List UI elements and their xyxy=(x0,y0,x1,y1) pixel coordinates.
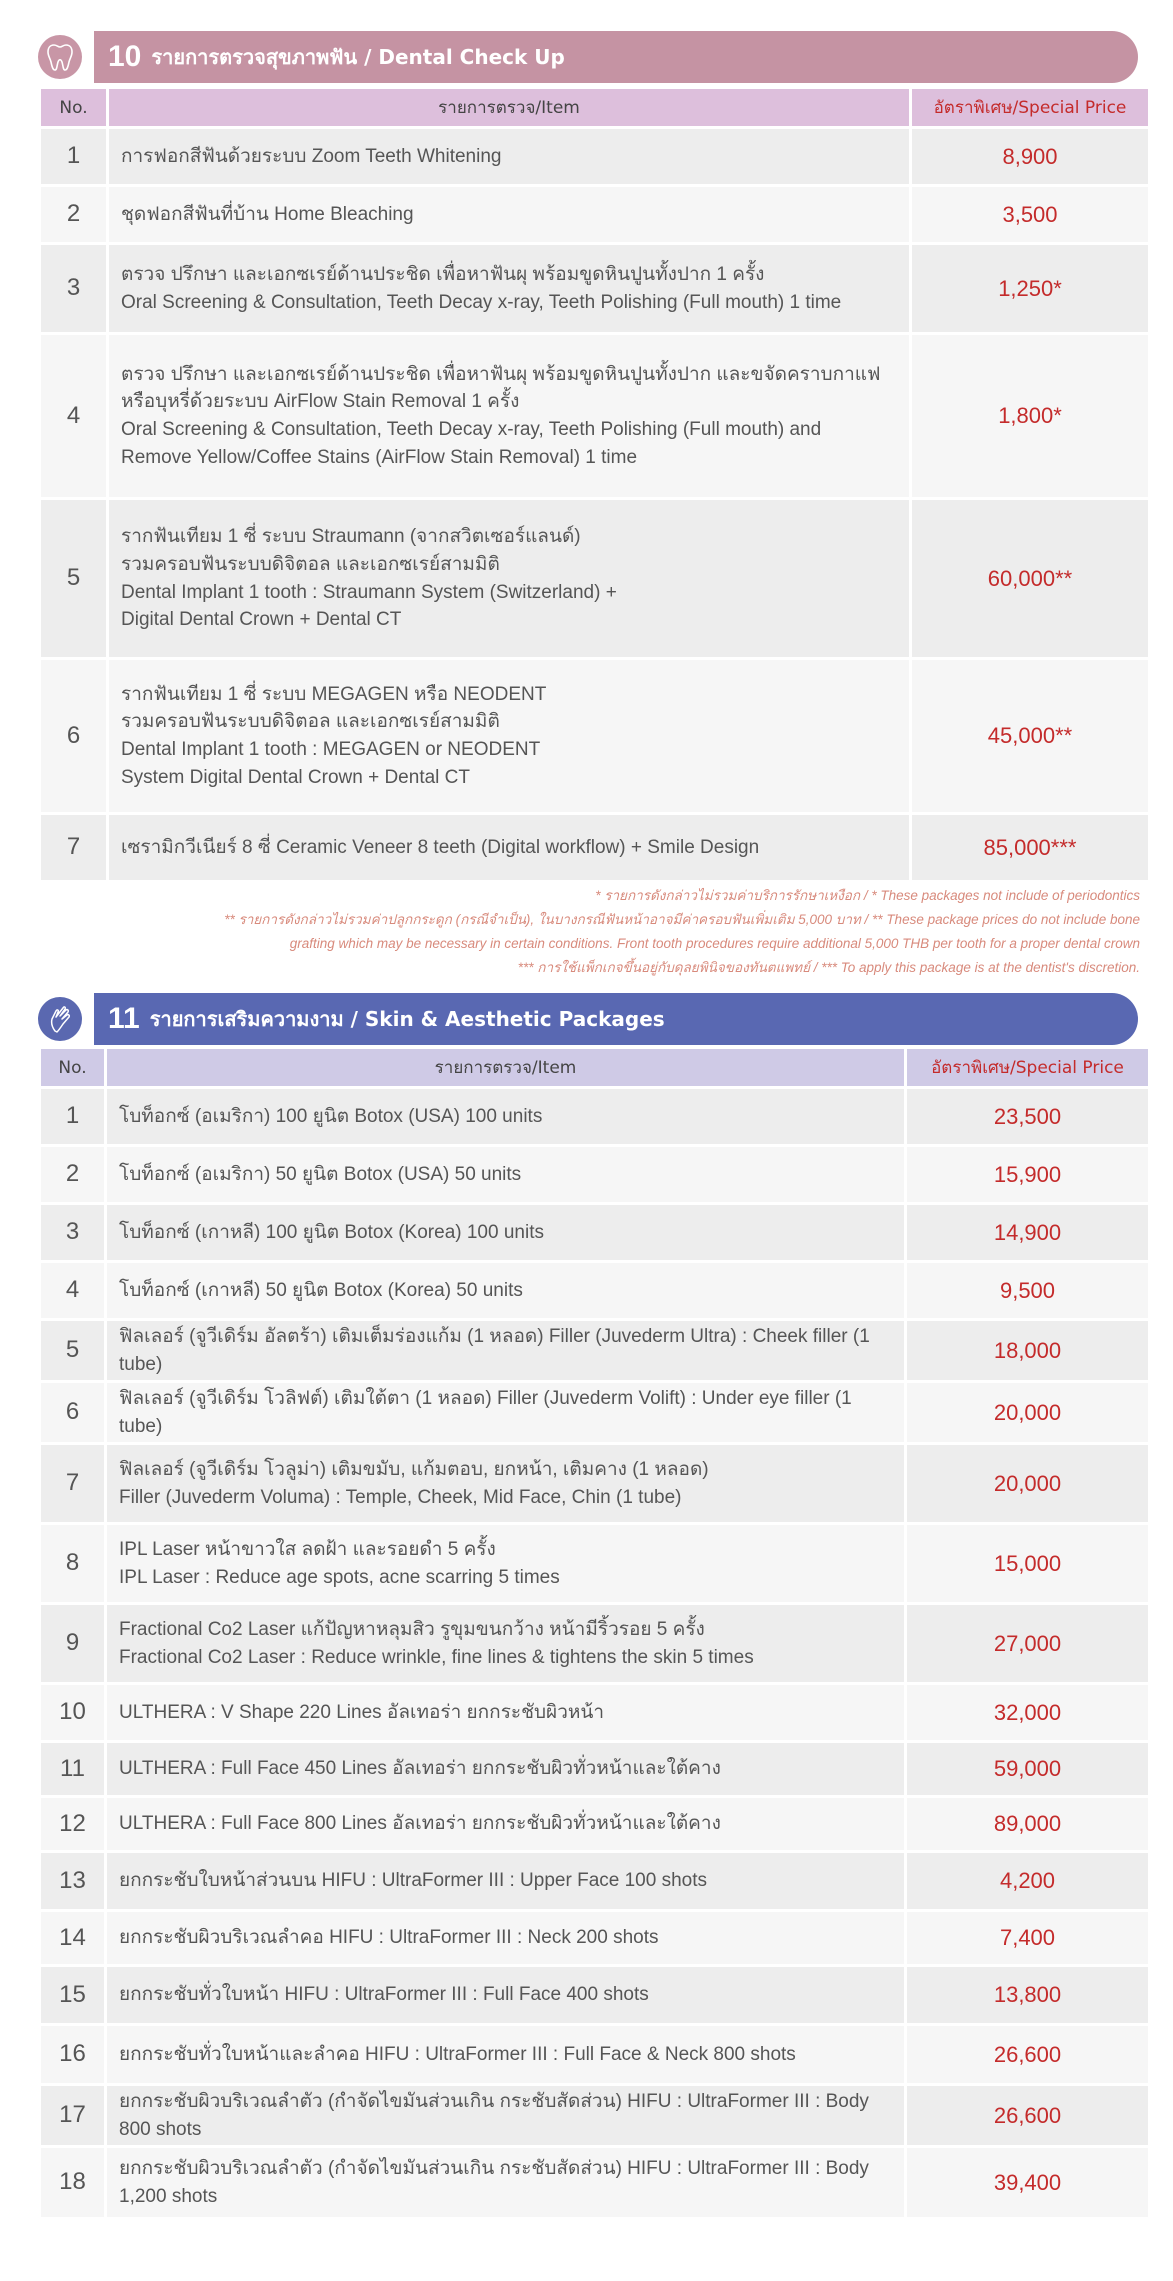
item-line: System Digital Dental Crown + Dental CT xyxy=(121,766,470,788)
row-item xyxy=(107,2148,904,2217)
row-item xyxy=(107,1685,904,1740)
row-price: 14,900 xyxy=(907,1205,1148,1260)
row-number: 6 xyxy=(41,1383,104,1442)
item-line: Oral Screening & Consultation, Teeth Decay x-ray, Teeth Polishing (Full mouth) 1 time xyxy=(121,291,842,313)
table-row xyxy=(41,1445,1148,1522)
row-price: 15,900 xyxy=(907,1147,1148,1202)
item-line: ฟิลเลอร์ (จูวีเดิร์ม โวลูม่า) เติมขมับ, แก้มตอบ, ยกหน้า, เติมคาง (1 หลอด) xyxy=(119,1458,709,1480)
item-line: รวมครอบฟันระบบดิจิตอล และเอกซเรย์สามมิติ xyxy=(121,711,500,733)
section-number: 11 xyxy=(108,1002,140,1035)
row-price: 15,000 xyxy=(907,1525,1148,1602)
table-row xyxy=(41,1605,1148,1682)
row-number: 6 xyxy=(41,660,106,812)
row-price: 9,500 xyxy=(907,1263,1148,1318)
row-item xyxy=(107,2086,904,2145)
row-price: 23,500 xyxy=(907,1089,1148,1144)
row-price: 18,000 xyxy=(907,1321,1148,1380)
item-line: เซรามิกวีเนียร์ 8 ซี่ Ceramic Veneer 8 teeth (Digital workflow) + Smile Design xyxy=(121,836,760,858)
header-no: No. xyxy=(41,1049,104,1086)
row-item xyxy=(107,1798,904,1850)
row-price: 59,000 xyxy=(907,1743,1148,1795)
row-item xyxy=(109,187,909,242)
row-price: 1,250* xyxy=(912,245,1148,332)
row-price: 27,000 xyxy=(907,1605,1148,1682)
row-price: 7,400 xyxy=(907,1912,1148,1964)
footnote-line: ** รายการดังกล่าวไม่รวมค่าปลูกกระดูก (กรณีจำเป็น), ในบางกรณีฟันหน้าอาจมีค่าครอบฟันเพิ่มเติม 5,000 บาท / ** These package prices do not include bone xyxy=(224,912,1140,927)
row-number: 1 xyxy=(41,1089,104,1144)
row-price: 45,000** xyxy=(912,660,1148,812)
item-line: รวมครอบฟันระบบดิจิตอล และเอกซเรย์สามมิติ xyxy=(121,553,500,575)
item-line: Dental Implant 1 tooth : Straumann System (Switzerland) + xyxy=(121,581,617,603)
table-row xyxy=(41,245,1148,332)
table-row xyxy=(41,1912,1148,1964)
item-line: IPL Laser หน้าขาวใส ลดฝ้า และรอยดำ 5 ครั้ง xyxy=(119,1538,496,1560)
item-line: ฟิลเลอร์ (จูวีเดิร์ม อัลตร้า) เติมเต็มร่องแก้ม (1 หลอด) Filler (Juvederm Ultra) : Cheek filler (1 tube) xyxy=(119,1325,870,1375)
item-line: ยกกระชับผิวบริเวณลำตัว (กำจัดไขมันส่วนเกิน กระชับสัดส่วน) HIFU : UltraFormer III : Body xyxy=(119,2157,869,2179)
item-line: Fractional Co2 Laser แก้ปัญหาหลุมสิว รูขุมขนกว้าง หน้ามีริ้วรอย 5 ครั้ง xyxy=(119,1618,705,1640)
row-price: 20,000 xyxy=(907,1445,1148,1522)
item-line: ยกกระชับผิวบริเวณลำตัว (กำจัดไขมันส่วนเกิน กระชับสัดส่วน) HIFU : UltraFormer III : Body 800 shots xyxy=(119,2090,869,2140)
row-number: 8 xyxy=(41,1525,104,1602)
row-number: 2 xyxy=(41,187,106,242)
table-row xyxy=(41,129,1148,184)
table-row xyxy=(41,815,1148,880)
row-number: 3 xyxy=(41,245,106,332)
row-number: 17 xyxy=(41,2086,104,2145)
row-number: 5 xyxy=(41,500,106,657)
item-line: Dental Implant 1 tooth : MEGAGEN or NEODENT xyxy=(121,739,541,760)
table-row xyxy=(41,500,1148,657)
header-item: รายการตรวจ/Item xyxy=(107,1049,904,1086)
item-line: ตรวจ ปรึกษา และเอกซเรย์ด้านประชิด เพื่อหาฟันผุ พร้อมขูดหินปูนทั้งปาก และขจัดคราบกาแฟ xyxy=(121,363,881,385)
item-line: รากฟันเทียม 1 ซี่ ระบบ Straumann (จากสวิตเซอร์แลนด์) xyxy=(121,526,581,548)
row-price: 3,500 xyxy=(912,187,1148,242)
table-row xyxy=(41,1967,1148,2023)
table-row xyxy=(41,1798,1148,1850)
header-price: อัตราพิเศษ/Special Price xyxy=(907,1049,1148,1086)
row-item xyxy=(107,1383,904,1442)
row-price: 89,000 xyxy=(907,1798,1148,1850)
table-row xyxy=(41,2148,1148,2217)
table-row xyxy=(41,660,1148,812)
table-row xyxy=(41,335,1148,497)
row-number: 16 xyxy=(41,2026,104,2083)
row-price: 26,600 xyxy=(907,2026,1148,2083)
row-item xyxy=(109,660,909,812)
row-number: 3 xyxy=(41,1205,104,1260)
table-row xyxy=(41,2026,1148,2083)
row-item xyxy=(109,245,909,332)
row-item xyxy=(107,1089,904,1144)
item-line: 1,200 shots xyxy=(119,2185,218,2207)
table-row xyxy=(41,1853,1148,1909)
item-line: Digital Dental Crown + Dental CT xyxy=(121,609,402,631)
row-number: 15 xyxy=(41,1967,104,2023)
item-line: ชุดฟอกสีฟันที่บ้าน Home Bleaching xyxy=(121,203,414,225)
footnote-line: *** การใช้แพ็กเกจขึ้นอยู่กับดุลยพินิจของทันตแพทย์ / *** To apply this package is at the dentist's discretion. xyxy=(517,960,1140,975)
row-item xyxy=(107,1147,904,1202)
row-price: 85,000*** xyxy=(912,815,1148,880)
row-item xyxy=(107,1525,904,1602)
table-row xyxy=(41,187,1148,242)
item-line: ULTHERA : V Shape 220 Lines อัลเทอร่า ยกกระชับผิวหน้า xyxy=(119,1701,605,1723)
section-title: รายการเสริมความงาม / Skin & Aesthetic Packages xyxy=(149,1007,665,1031)
row-item xyxy=(109,335,909,497)
row-price: 20,000 xyxy=(907,1383,1148,1442)
table-row xyxy=(41,1383,1148,1442)
item-line: ULTHERA : Full Face 800 Lines อัลเทอร่า ยกกระชับผิวทั่วหน้าและใต้คาง xyxy=(119,1813,721,1835)
row-price: 13,800 xyxy=(907,1967,1148,2023)
row-number: 1 xyxy=(41,129,106,184)
item-line: ยกกระชับผิวบริเวณลำคอ HIFU : UltraFormer III : Neck 200 shots xyxy=(119,1927,659,1949)
table-row xyxy=(41,2086,1148,2145)
item-line: โบท็อกซ์ (อเมริกา) 50 ยูนิต Botox (USA) 50 units xyxy=(119,1163,522,1185)
dental-price-table xyxy=(38,86,1151,883)
row-item xyxy=(107,1321,904,1380)
tooth-icon xyxy=(38,35,82,79)
item-line: หรือบุหรี่ด้วยระบบ AirFlow Stain Removal 1 ครั้ง xyxy=(121,391,520,413)
section-11-header xyxy=(38,993,1138,1045)
table-row xyxy=(41,1147,1148,1202)
row-item xyxy=(107,1743,904,1795)
table-body xyxy=(41,129,1148,880)
section-title: รายการตรวจสุขภาพฟัน / Dental Check Up xyxy=(151,45,565,69)
item-line: Oral Screening & Consultation, Teeth Decay x-ray, Teeth Polishing (Full mouth) and xyxy=(121,419,822,440)
table-row xyxy=(41,1685,1148,1740)
item-line: ยกกระชับทั่วใบหน้า HIFU : UltraFormer III : Full Face 400 shots xyxy=(119,1984,649,2006)
row-price: 26,600 xyxy=(907,2086,1148,2145)
row-price: 39,400 xyxy=(907,2148,1148,2217)
header-item: รายการตรวจ/Item xyxy=(109,89,909,126)
row-item xyxy=(107,1605,904,1682)
row-item xyxy=(107,1445,904,1522)
row-price: 32,000 xyxy=(907,1685,1148,1740)
header-price: อัตราพิเศษ/Special Price xyxy=(912,89,1148,126)
row-item xyxy=(107,1967,904,2023)
row-price: 4,200 xyxy=(907,1853,1148,1909)
row-number: 9 xyxy=(41,1605,104,1682)
row-item xyxy=(107,1912,904,1964)
row-number: 18 xyxy=(41,2148,104,2217)
row-number: 5 xyxy=(41,1321,104,1380)
hand-icon xyxy=(38,997,82,1041)
row-number: 13 xyxy=(41,1853,104,1909)
item-line: IPL Laser : Reduce age spots, acne scarring 5 times xyxy=(119,1566,560,1588)
section-10-header xyxy=(38,31,1138,83)
row-number: 4 xyxy=(41,1263,104,1318)
item-line: โบท็อกซ์ (เกาหลี) 100 ยูนิต Botox (Korea) 100 units xyxy=(119,1221,544,1243)
table-body xyxy=(41,1089,1148,2217)
footnotes xyxy=(40,884,1140,980)
table-row xyxy=(41,1743,1148,1795)
item-line: ยกกระชับทั่วใบหน้าและลำคอ HIFU : UltraFormer III : Full Face & Neck 800 shots xyxy=(119,2043,796,2065)
row-number: 2 xyxy=(41,1147,104,1202)
table-row xyxy=(41,1263,1148,1318)
row-number: 12 xyxy=(41,1798,104,1850)
header-no: No. xyxy=(41,89,106,126)
item-line: Remove Yellow/Coffee Stains (AirFlow Stain Removal) 1 time xyxy=(121,446,638,468)
footnote-line: * รายการดังกล่าวไม่รวมค่าบริการรักษาเหงือก / * These packages not include of periodontics xyxy=(595,888,1140,903)
item-line: โบท็อกซ์ (เกาหลี) 50 ยูนิต Botox (Korea) 50 units xyxy=(119,1279,523,1301)
row-item xyxy=(107,2026,904,2083)
table-row xyxy=(41,1205,1148,1260)
item-line: การฟอกสีฟันด้วยระบบ Zoom Teeth Whitening xyxy=(121,145,502,167)
row-number: 10 xyxy=(41,1685,104,1740)
row-price: 1,800* xyxy=(912,335,1148,497)
item-line: รากฟันเทียม 1 ซี่ ระบบ MEGAGEN หรือ NEODENT xyxy=(121,683,547,705)
row-number: 7 xyxy=(41,1445,104,1522)
item-line: Filler (Juvederm Voluma) : Temple, Cheek, Mid Face, Chin (1 tube) xyxy=(119,1486,682,1508)
table-row xyxy=(41,1525,1148,1602)
row-item xyxy=(107,1263,904,1318)
item-line: ฟิลเลอร์ (จูวีเดิร์ม โวลิฟต์) เติมใต้ตา (1 หลอด) Filler (Juvederm Volift) : Under eye filler (1 tube) xyxy=(119,1387,852,1437)
row-number: 11 xyxy=(41,1743,104,1795)
item-line: ยกกระชับใบหน้าส่วนบน HIFU : UltraFormer III : Upper Face 100 shots xyxy=(119,1870,707,1892)
item-line: ULTHERA : Full Face 450 Lines อัลเทอร่า ยกกระชับผิวทั่วหน้าและใต้คาง xyxy=(119,1758,721,1780)
row-item xyxy=(107,1205,904,1260)
row-number: 14 xyxy=(41,1912,104,1964)
row-price: 8,900 xyxy=(912,129,1148,184)
row-item xyxy=(107,1853,904,1909)
row-price: 60,000** xyxy=(912,500,1148,657)
row-number: 7 xyxy=(41,815,106,880)
row-item xyxy=(109,129,909,184)
row-item xyxy=(109,500,909,657)
item-line: ตรวจ ปรึกษา และเอกซเรย์ด้านประชิด เพื่อหาฟันผุ พร้อมขูดหินปูนทั้งปาก 1 ครั้ง xyxy=(121,263,765,285)
table-row xyxy=(41,1089,1148,1144)
item-line: Fractional Co2 Laser : Reduce wrinkle, fine lines & tightens the skin 5 times xyxy=(119,1646,754,1668)
section-number: 10 xyxy=(108,40,142,73)
table-row xyxy=(41,1321,1148,1380)
row-item xyxy=(109,815,909,880)
aesthetic-price-table xyxy=(38,1046,1151,2220)
footnote-line: grafting which may be necessary in certain conditions. Front tooth procedures require additional 5,000 THB per tooth for a proper dental crown xyxy=(289,936,1140,951)
item-line: โบท็อกซ์ (อเมริกา) 100 ยูนิต Botox (USA) 100 units xyxy=(119,1105,543,1127)
row-number: 4 xyxy=(41,335,106,497)
